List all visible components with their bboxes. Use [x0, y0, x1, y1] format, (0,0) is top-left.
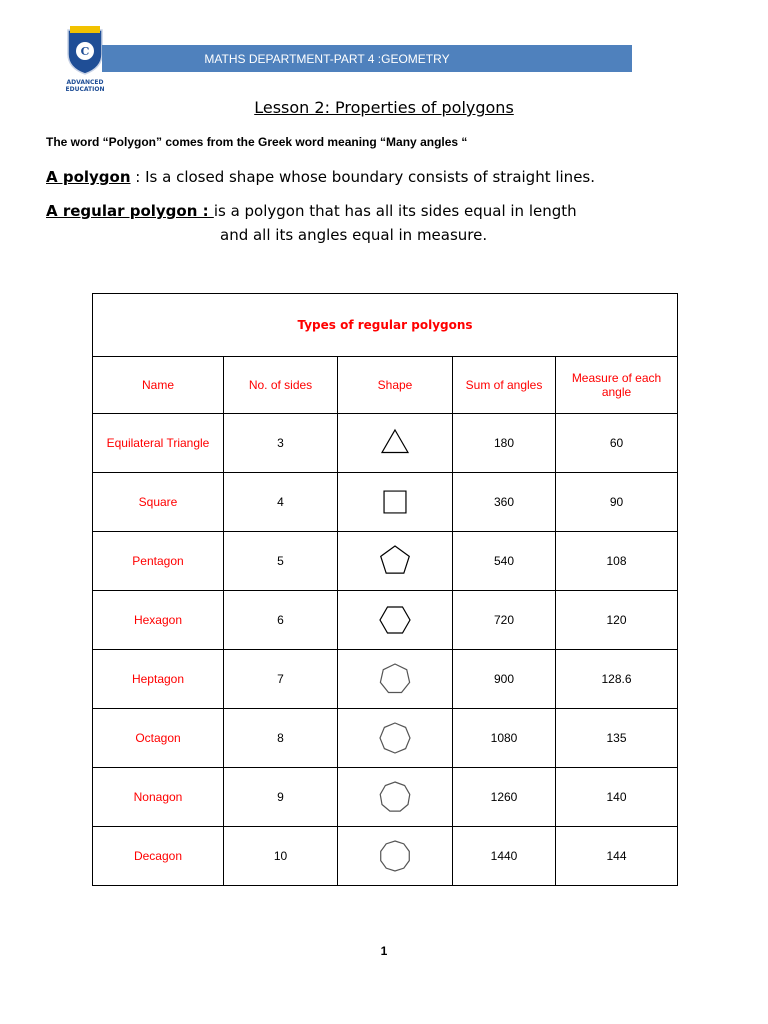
sides-cell: 5 [224, 532, 338, 591]
sides-cell: 4 [224, 473, 338, 532]
sides-cell: 7 [224, 650, 338, 709]
sides-cell: 10 [224, 827, 338, 886]
sides-cell: 9 [224, 768, 338, 827]
header-each: Measure of each angle [556, 357, 678, 414]
table-row [93, 414, 678, 473]
each-angle-cell: 135 [556, 709, 678, 768]
table-title: Types of regular polygons [93, 294, 678, 357]
shape-cell [338, 709, 453, 768]
sum-cell: 1440 [453, 827, 556, 886]
header-shape: Shape [338, 357, 453, 414]
shape-cell [338, 591, 453, 650]
each-angle-cell: 90 [556, 473, 678, 532]
table-row [93, 827, 678, 886]
hexagon-icon [378, 603, 412, 637]
each-angle-cell: 108 [556, 532, 678, 591]
shape-cell [338, 768, 453, 827]
square-icon [378, 485, 412, 519]
table-row [93, 709, 678, 768]
svg-text:EDUCATION: EDUCATION [65, 86, 105, 93]
header-sides: No. of sides [224, 357, 338, 414]
polygon-name-cell: Pentagon [93, 532, 224, 591]
sides-cell: 3 [224, 414, 338, 473]
polygon-name-cell: Square [93, 473, 224, 532]
decagon-icon [378, 839, 412, 873]
octagon-icon [378, 721, 412, 755]
polygon-name-cell: Nonagon [93, 768, 224, 827]
polygon-name-cell: Heptagon [93, 650, 224, 709]
each-angle-cell: 144 [556, 827, 678, 886]
heptagon-icon [378, 662, 412, 696]
sum-cell: 180 [453, 414, 556, 473]
nonagon-icon [378, 780, 412, 814]
regular-polygon-text: is a polygon that has all its sides equal in length [213, 202, 577, 220]
polygon-name-cell: Octagon [93, 709, 224, 768]
polygon-definition [46, 168, 595, 186]
shape-cell [338, 827, 453, 886]
table-row [93, 532, 678, 591]
header-sum: Sum of angles [453, 357, 556, 414]
table-row [93, 473, 678, 532]
banner-text: MATHS DEPARTMENT-PART 4 :GEOMETRY [204, 51, 450, 66]
polygon-term: A polygon [46, 168, 131, 186]
sum-cell: 360 [453, 473, 556, 532]
polygon-name-cell: Equilateral Triangle [93, 414, 224, 473]
table-row [93, 650, 678, 709]
each-angle-cell: 60 [556, 414, 678, 473]
regular-polygon-text-continued: and all its angles equal in measure. [220, 226, 488, 244]
svg-text:C: C [80, 45, 90, 58]
shape-cell [338, 532, 453, 591]
table-row [93, 591, 678, 650]
shape-cell [338, 414, 453, 473]
polygon-name-cell: Hexagon [93, 591, 224, 650]
svg-text:ADVANCED: ADVANCED [66, 79, 104, 86]
each-angle-cell: 128.6 [556, 650, 678, 709]
department-banner [102, 45, 632, 72]
each-angle-cell: 120 [556, 591, 678, 650]
regular-polygon-term: A regular polygon : [46, 202, 214, 220]
sum-cell: 900 [453, 650, 556, 709]
shape-cell [338, 473, 453, 532]
each-angle-cell: 140 [556, 768, 678, 827]
table-row [93, 768, 678, 827]
lesson-title: Lesson 2: Properties of polygons [254, 98, 514, 117]
polygon-name-cell: Decagon [93, 827, 224, 886]
sum-cell: 1260 [453, 768, 556, 827]
triangle-icon [378, 426, 412, 460]
polygon-table [92, 293, 678, 886]
sum-cell: 540 [453, 532, 556, 591]
table-header-row [93, 357, 678, 414]
polygon-text: : Is a closed shape whose boundary consists of straight lines. [130, 168, 596, 186]
page-number: 1 [380, 944, 388, 958]
header-name: Name [93, 357, 224, 414]
sides-cell: 6 [224, 591, 338, 650]
sum-cell: 1080 [453, 709, 556, 768]
sides-cell: 8 [224, 709, 338, 768]
sum-cell: 720 [453, 591, 556, 650]
regular-polygon-definition [46, 202, 577, 220]
shape-cell [338, 650, 453, 709]
intro-text: The word “Polygon” comes from the Greek word meaning “Many angles “ [46, 135, 468, 149]
pentagon-icon [378, 544, 412, 578]
